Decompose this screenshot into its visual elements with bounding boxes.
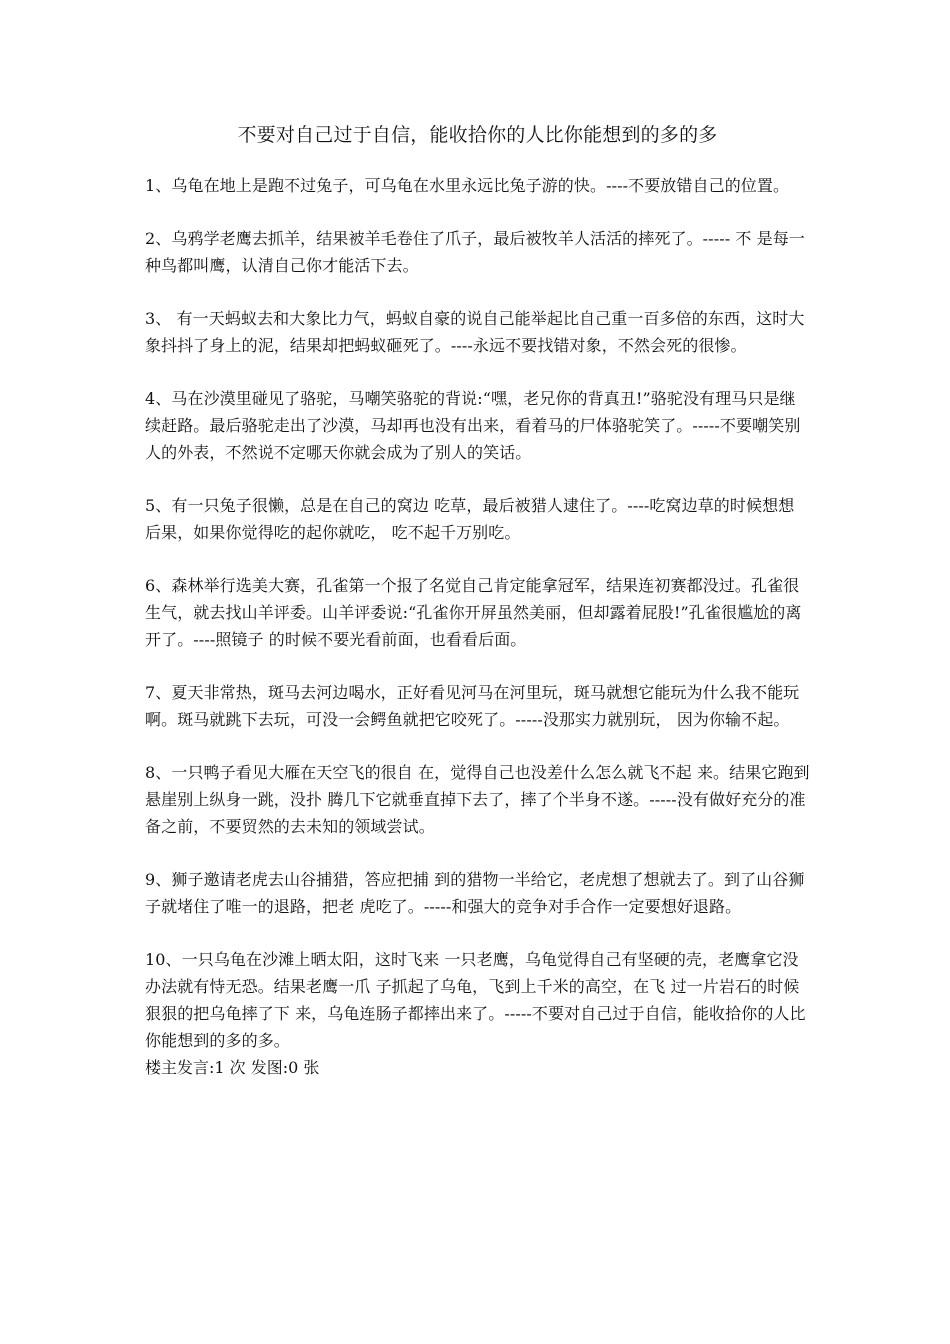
paragraph-4: 4、马在沙漠里碰见了骆驼，马嘲笑骆驼的背说:“嘿，老兄你的背真丑!”骆驼没有理马只是继续赶路。最后骆驼走出了沙漠，马却再也没有出来，看着马的尸体骆驼笑了。-----不要嘲笑别人的外表，不然说不定哪天你就会成为了别人的笑话。 bbox=[145, 389, 801, 462]
paragraph-6: 6、森林举行选美大赛，孔雀第一个报了名觉自己肯定能拿冠军，结果连初赛都没过。孔雀很生气，就去找山羊评委。山羊评委说:“孔雀你开屏虽然美丽，但却露着屁股!”孔雀很尴尬的离开了。----照镜子 的时候不要光看前面，也看看后面。 bbox=[145, 576, 802, 649]
paragraph-3: 3、 有一天蚂蚁去和大象比力气，蚂蚁自豪的说自己能举起比自己重一百多倍的东西，这时大象抖抖了身上的泥，结果却把蚂蚁砸死了。----永远不要找错对象，不然会死的很惨。 bbox=[145, 309, 805, 355]
post-stats-footer: 楼主发言:1 次 发图:0 张 bbox=[145, 1058, 320, 1077]
paragraph-7: 7、夏天非常热，斑马去河边喝水，正好看见河马在河里玩，斑马就想它能玩为什么我不能玩啊。斑马就跳下去玩，可没一会鳄鱼就把它咬死了。-----没那实力就别玩， 因为你输不起。 bbox=[145, 683, 800, 729]
paragraph-1: 1、乌龟在地上是跑不过兔子，可乌龟在水里永远比兔子游的快。----不要放错自己的位置。 bbox=[145, 176, 790, 195]
paragraph-9: 9、狮子邀请老虎去山谷捕猎，答应把捕 到的猎物一半给它，老虎想了想就去了。到了山谷狮子就堵住了唯一的退路，把老 虎吃了。-----和强大的竞争对手合作一定要想好退路。 bbox=[145, 870, 805, 916]
document-page bbox=[145, 118, 810, 1081]
document-title: 不要对自己过于自信，能收拾你的人比你能想到的多的多 bbox=[237, 124, 718, 146]
paragraph-10: 10、一只乌龟在沙滩上晒太阳，这时飞来 一只老鹰，乌龟觉得自己有坚硬的壳，老鹰拿它没办法就有恃无恐。结果老鹰一爪 子抓起了乌龟，飞到上千米的高空，在飞 过一片岩石的时候狠狠的把乌龟摔了下 来，乌龟连肠子都摔出来了。-----不要对自己过于自信，能收拾你的人比你能想到的多的多。 bbox=[145, 950, 806, 1050]
paragraph-5: 5、有一只兔子很懒，总是在自己的窝边 吃草，最后被猎人逮住了。----吃窝边草的时候想想后果，如果你觉得吃的起你就吃， 吃不起千万别吃。 bbox=[145, 496, 795, 542]
paragraph-8: 8、一只鸭子看见大雁在天空飞的很自 在，觉得自己也没差什么怎么就飞不起 来。结果它跑到悬崖别上纵身一跳，没扑 腾几下它就垂直掉下去了，摔了个半身不遂。-----没有做好充分的准备之前，不要贸然的去未知的领域尝试。 bbox=[145, 763, 810, 836]
paragraph-2: 2、乌鸦学老鹰去抓羊，结果被羊毛卷住了爪子，最后被牧羊人活活的摔死了。----- 不 是每一种鸟都叫鹰，认清自己你才能活下去。 bbox=[145, 229, 805, 275]
